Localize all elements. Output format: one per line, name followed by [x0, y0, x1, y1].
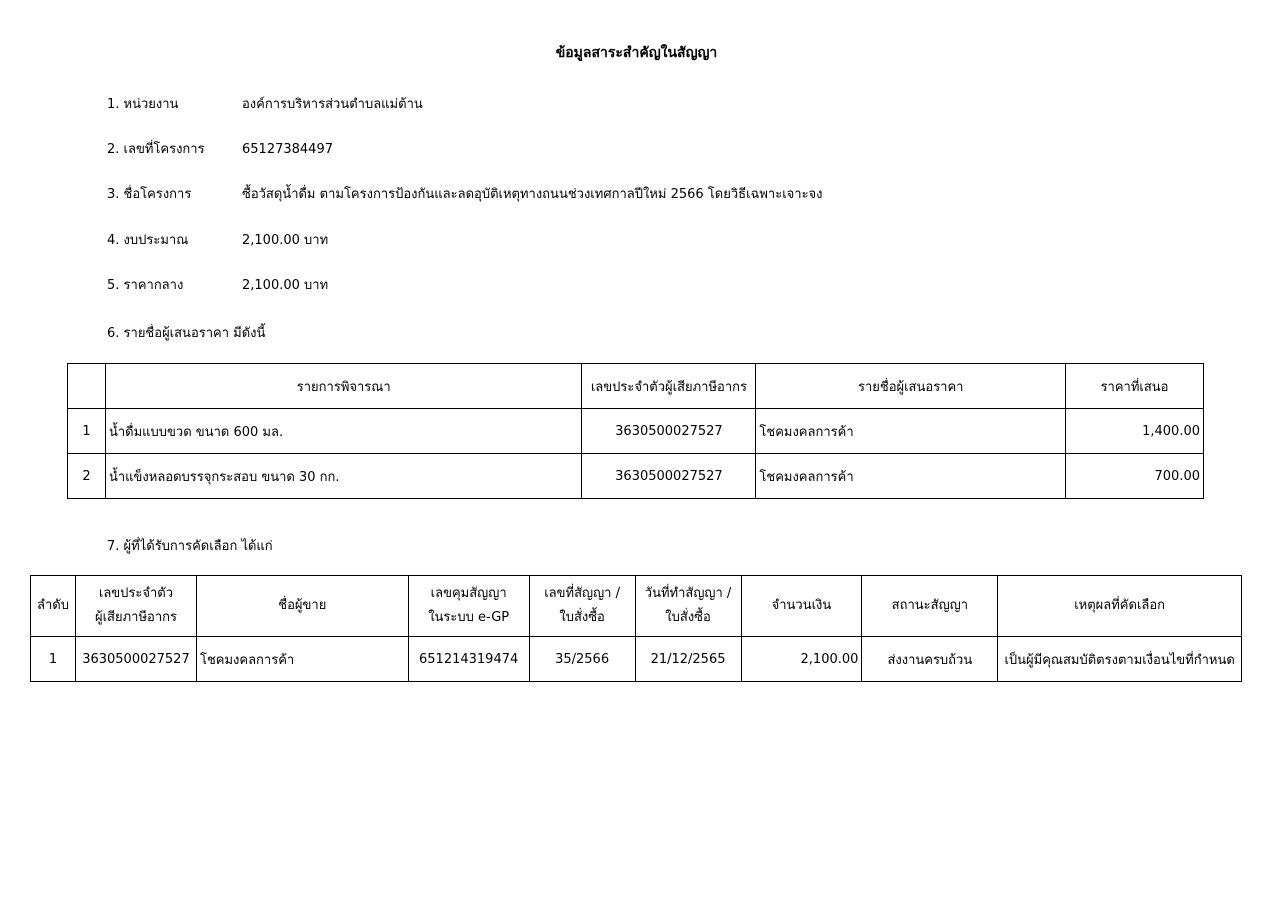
info-label: 4. งบประมาณ: [107, 233, 189, 248]
column-header-tax-id: เลขประจำตัวผู้เสียภาษีอากร: [582, 364, 756, 409]
amount-cell: 2,100.00: [741, 637, 862, 682]
info-label: 1. หน่วยงาน: [107, 97, 179, 112]
info-project-number: [107, 139, 333, 161]
column-header-reason: เหตุผลที่คัดเลือก: [998, 576, 1242, 637]
reason-cell: เป็นผู้มีคุณสมบัติตรงตามเงื่อนไขที่กำหนด: [998, 637, 1242, 682]
status-cell: ส่งงานครบถ้วน: [862, 637, 998, 682]
table-row: [68, 409, 1204, 454]
bidder-cell: โชคมงคลการค้า: [756, 454, 1066, 499]
price-cell: 1,400.00: [1066, 409, 1204, 454]
header-line: ผู้เสียภาษีอากร: [94, 610, 177, 625]
info-project-name: [107, 184, 823, 206]
winners-heading: 7. ผู้ที่ได้รับการคัดเลือก ได้แก่: [107, 539, 273, 554]
info-label: 2. เลขที่โครงการ: [107, 142, 205, 157]
offers-heading: 6. รายชื่อผู้เสนอราคา มีดังนี้: [107, 326, 266, 341]
document-title: ข้อมูลสาระสำคัญในสัญญา: [555, 45, 718, 61]
contract-number-cell: 35/2566: [529, 637, 635, 682]
info-agency: [107, 94, 423, 116]
egp-number-cell: 651214319474: [408, 637, 529, 682]
column-header-bidder: รายชื่อผู้เสนอราคา: [756, 364, 1066, 409]
column-header-no: [68, 364, 106, 409]
price-cell: 700.00: [1066, 454, 1204, 499]
winners-table: [30, 575, 1242, 682]
header-line: วันที่ทำสัญญา /: [644, 586, 732, 601]
info-budget: [107, 230, 328, 252]
column-header-price: ราคาที่เสนอ: [1066, 364, 1204, 409]
seller-cell: โชคมงคลการค้า: [196, 637, 408, 682]
header-line: เลขคุมสัญญา: [430, 586, 507, 601]
column-header-status: สถานะสัญญา: [862, 576, 998, 637]
column-header-seller: ชื่อผู้ขาย: [196, 576, 408, 637]
column-header-tax-id: [75, 576, 196, 637]
header-line: ในระบบ e-GP: [428, 610, 510, 625]
tax-id-cell: 3630500027527: [582, 454, 756, 499]
info-value: ซื้อวัสดุน้ำดื่ม ตามโครงการป้องกันและลดอุบัติเหตุทางถนนช่วงเทศกาลปีใหม่ 2566 โดยวิธีเฉพาะเจาะจง: [242, 187, 823, 202]
offers-table: [67, 363, 1204, 499]
info-value: 2,100.00 บาท: [242, 233, 329, 248]
info-median-price: [107, 275, 328, 297]
tax-id-cell: 3630500027527: [582, 409, 756, 454]
column-header-no: ลำดับ: [31, 576, 76, 637]
bidder-cell: โชคมงคลการค้า: [756, 409, 1066, 454]
info-label: 5. ราคากลาง: [107, 278, 184, 293]
table-header-row: [68, 364, 1204, 409]
item-cell: น้ำดื่มแบบขวด ขนาด 600 มล.: [105, 409, 582, 454]
table-header-row: [31, 576, 1242, 637]
info-value: องค์การบริหารส่วนตำบลแม่ต้าน: [242, 97, 423, 112]
item-cell: น้ำแข็งหลอดบรรจุกระสอบ ขนาด 30 กก.: [105, 454, 582, 499]
contract-date-cell: 21/12/2565: [635, 637, 741, 682]
column-header-contract-number: [529, 576, 635, 637]
header-line: เลขที่สัญญา /: [544, 586, 620, 601]
header-line: เลขประจำตัว: [98, 586, 174, 601]
header-line: ใบสั่งซื้อ: [559, 610, 605, 625]
info-label: 3. ชื่อโครงการ: [107, 187, 192, 202]
row-number: 1: [68, 409, 106, 454]
column-header-amount: จำนวนเงิน: [741, 576, 862, 637]
row-number: 2: [68, 454, 106, 499]
column-header-contract-date: [635, 576, 741, 637]
column-header-item: รายการพิจารณา: [105, 364, 582, 409]
row-number: 1: [31, 637, 76, 682]
header-line: ใบสั่งซื้อ: [665, 610, 711, 625]
info-value: 2,100.00 บาท: [242, 278, 329, 293]
tax-id-cell: 3630500027527: [75, 637, 196, 682]
table-row: [68, 454, 1204, 499]
info-value: 65127384497: [242, 142, 333, 157]
column-header-egp-number: [408, 576, 529, 637]
table-row: [31, 637, 1242, 682]
